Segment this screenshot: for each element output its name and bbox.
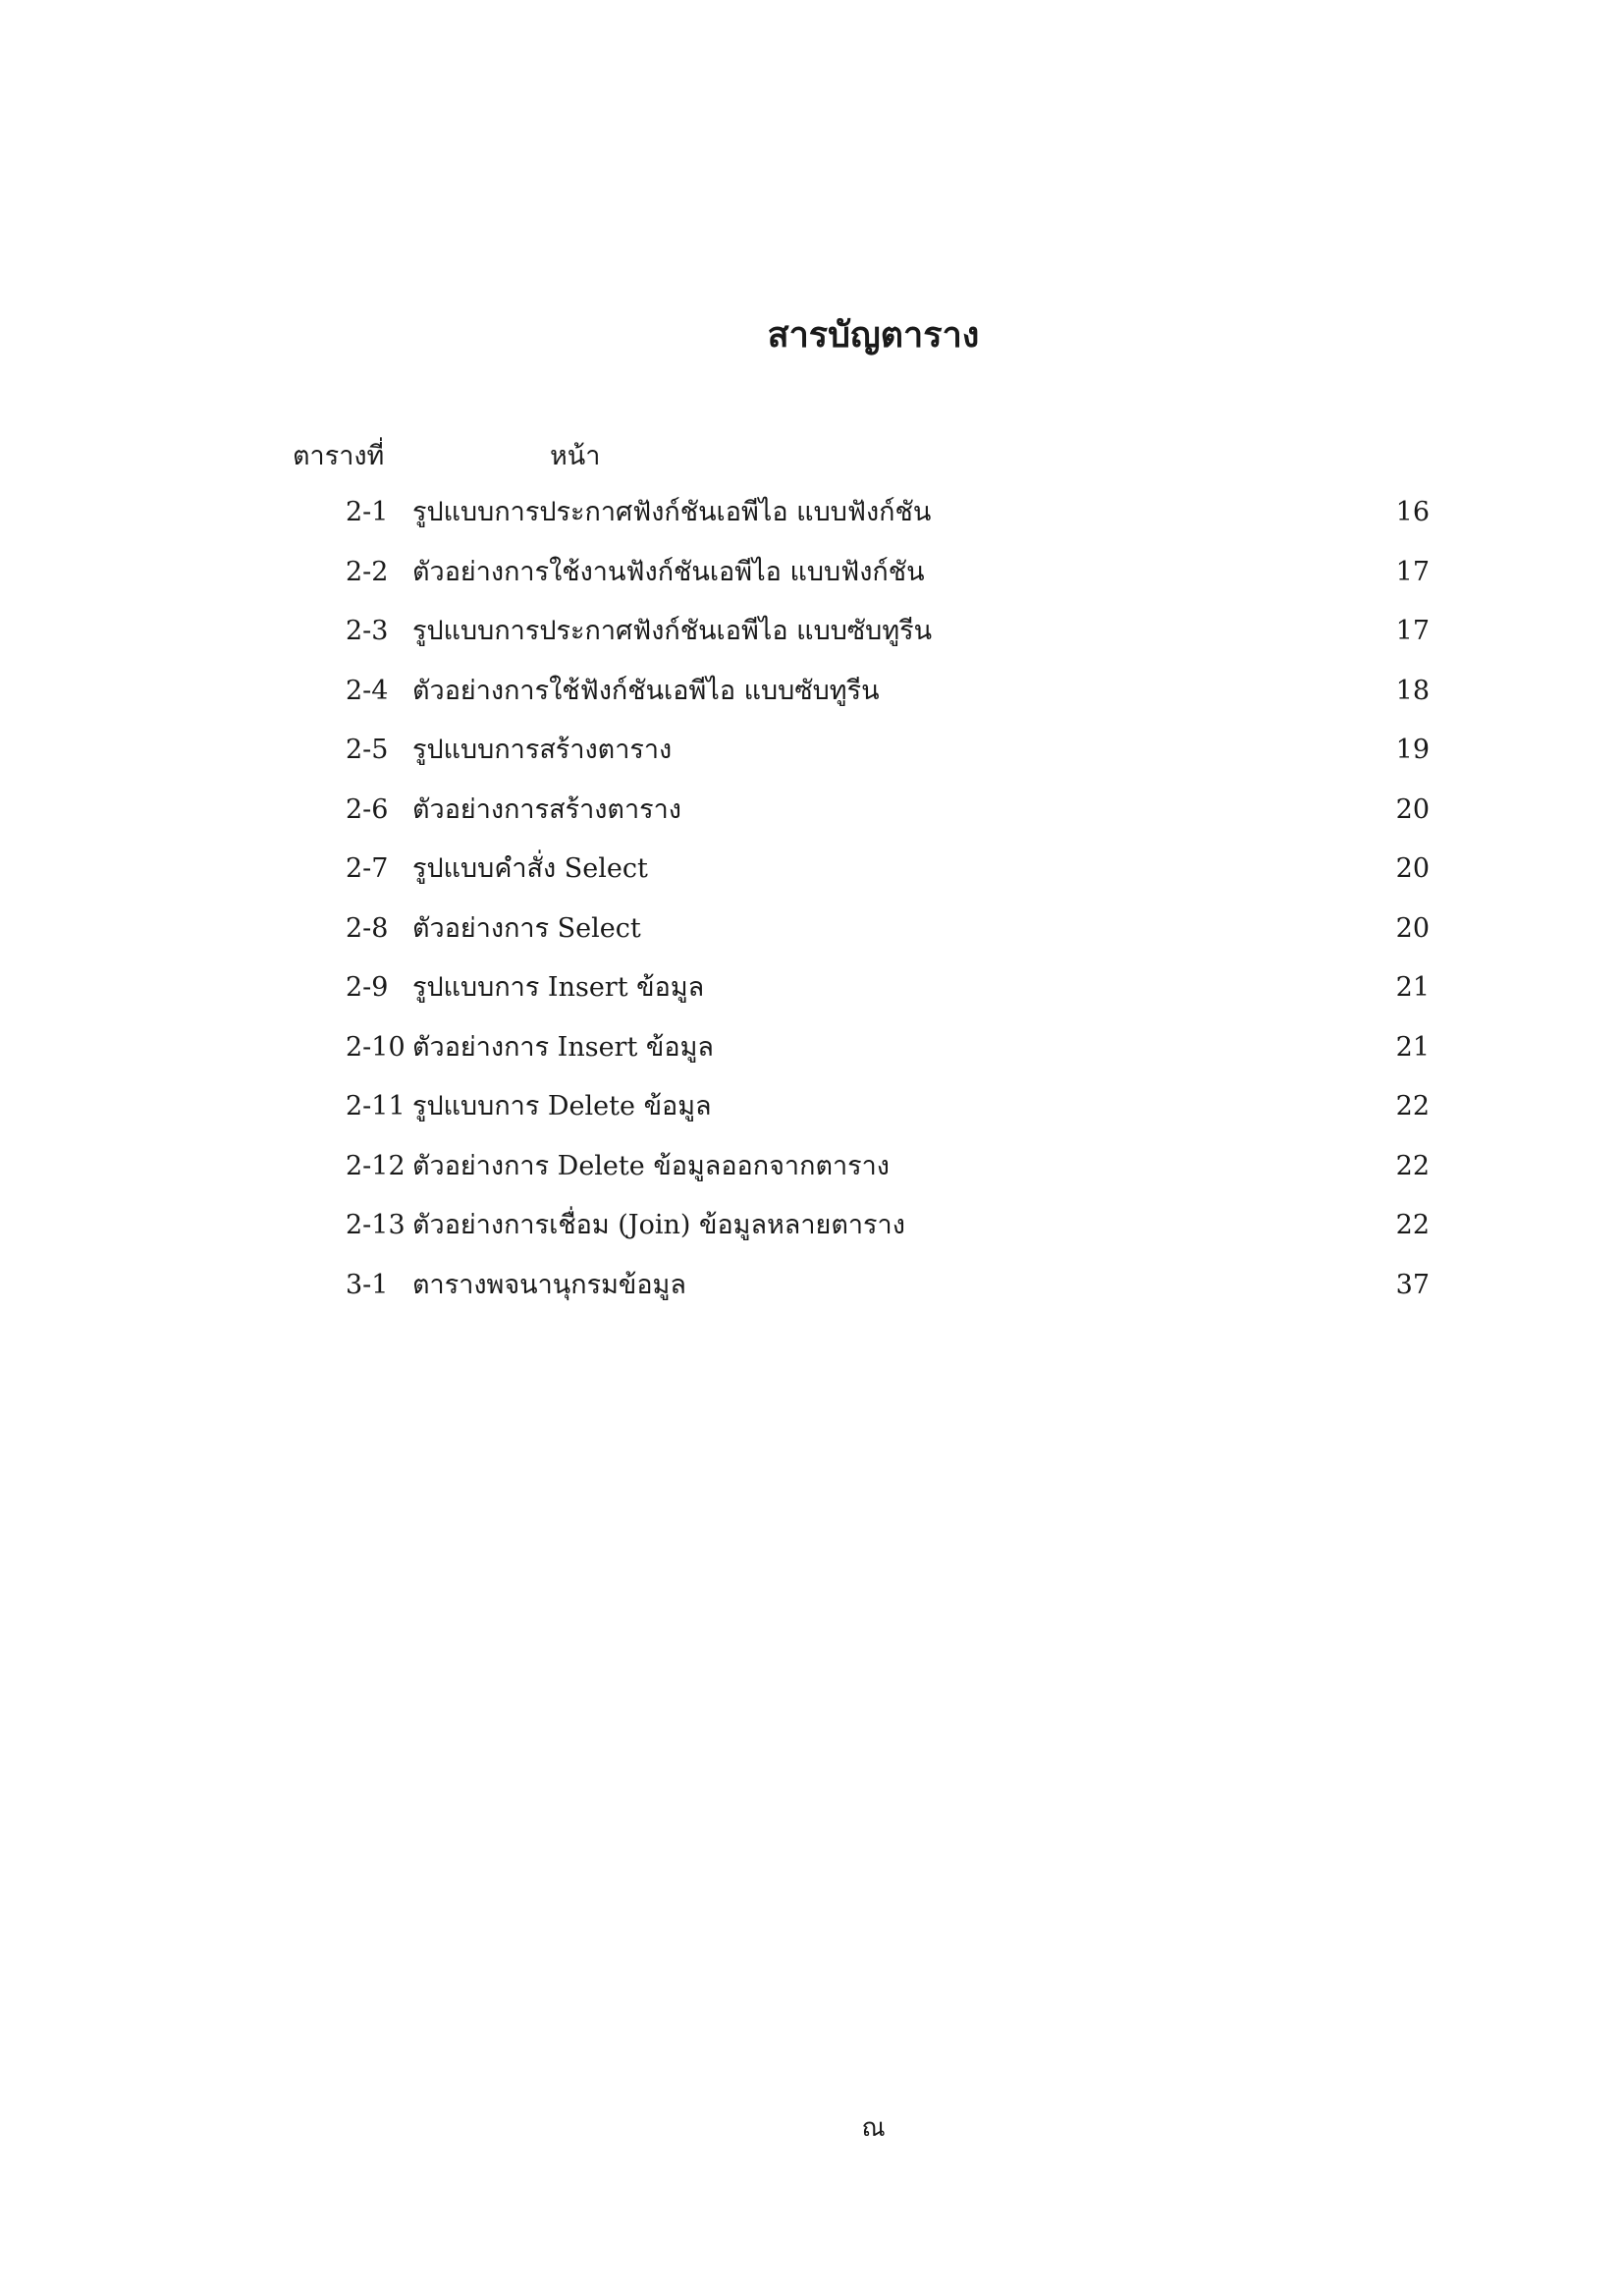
page-column-label: หน้า: [550, 441, 601, 471]
entry-page: 16: [1395, 497, 1430, 527]
toc-entry: [346, 612, 1430, 672]
toc-entry: [346, 1147, 1430, 1207]
entry-title: ตัวอย่างการสร้างตาราง: [412, 793, 681, 825]
entry-title: รูปแบบการ Insert ข้อมูล: [412, 972, 705, 1003]
entry-page: 18: [1395, 675, 1430, 706]
entry-page: 20: [1395, 853, 1430, 884]
entry-page: 22: [1395, 1091, 1430, 1121]
toc-entry: [346, 1087, 1430, 1147]
toc-entry: [346, 1206, 1430, 1266]
entry-title: ตัวอย่างการใช้งานฟังก์ชันเอพีไอ แบบฟังก์ชัน: [412, 556, 925, 587]
entry-title: รูปแบบการประกาศฟังก์ชันเอพีไอ แบบฟังก์ชัน: [412, 497, 932, 527]
toc-header: [293, 434, 1432, 473]
entry-number: 2-4: [346, 675, 389, 706]
entry-page: 37: [1395, 1269, 1430, 1300]
entry-page: 17: [1395, 616, 1430, 646]
toc-entry: [346, 791, 1430, 850]
toc-entry: [346, 731, 1430, 791]
entry-title: ตารางพจนานุกรมข้อมูล: [412, 1269, 686, 1300]
toc-entry: [346, 553, 1430, 613]
toc-entry: [346, 968, 1430, 1028]
entry-number: 2-10: [346, 1031, 406, 1063]
toc-entry: [346, 1266, 1430, 1326]
toc-entry: [346, 1028, 1430, 1088]
entry-title: รูปแบบการสร้างตาราง: [412, 735, 673, 765]
entry-page: 20: [1395, 912, 1430, 944]
toc-entry: [346, 672, 1430, 732]
entry-page: 22: [1395, 1210, 1430, 1240]
entry-page: 22: [1395, 1150, 1430, 1181]
entry-title: ตัวอย่างการใช้ฟังก์ชันเอพีไอ แบบซับทูรีน: [412, 675, 880, 706]
entry-number: 2-3: [346, 616, 389, 646]
entry-page: 19: [1395, 735, 1430, 765]
entry-number: 2-7: [346, 853, 389, 884]
table-of-tables: [346, 493, 1430, 1325]
entry-number: 2-2: [346, 556, 389, 587]
entry-title: รูปแบบการประกาศฟังก์ชันเอพีไอ แบบซับทูรีน: [412, 616, 933, 646]
entry-title: รูปแบบคำสั่ง Select: [412, 853, 648, 884]
entry-page: 21: [1395, 972, 1430, 1003]
toc-entry: [346, 849, 1430, 909]
entry-page: 21: [1395, 1031, 1430, 1063]
entry-number: 3-1: [346, 1269, 389, 1300]
toc-entry: [346, 909, 1430, 969]
entry-page: 17: [1395, 556, 1430, 587]
entry-title: รูปแบบการ Delete ข้อมูล: [412, 1091, 712, 1121]
table-column-label: ตารางที่: [293, 441, 385, 471]
entry-title: ตัวอย่างการ Delete ข้อมูลออกจากตาราง: [412, 1150, 890, 1181]
entry-number: 2-1: [346, 497, 389, 527]
entry-number: 2-5: [346, 735, 389, 765]
entry-number: 2-13: [346, 1210, 406, 1240]
page-title: สารบัญตาราง: [767, 314, 980, 355]
entry-number: 2-6: [346, 793, 389, 825]
entry-number: 2-8: [346, 912, 389, 944]
entry-title: ตัวอย่างการ Insert ข้อมูล: [412, 1031, 714, 1063]
entry-page: 20: [1395, 793, 1430, 825]
page-number-marker: ณ: [861, 2113, 886, 2143]
entry-number: 2-9: [346, 972, 389, 1003]
entry-number: 2-11: [346, 1091, 406, 1121]
toc-entry: [346, 493, 1430, 553]
entry-number: 2-12: [346, 1150, 406, 1181]
entry-title: ตัวอย่างการ Select: [412, 912, 641, 944]
entry-title: ตัวอย่างการเชื่อม (Join) ข้อมูลหลายตาราง: [412, 1210, 905, 1240]
